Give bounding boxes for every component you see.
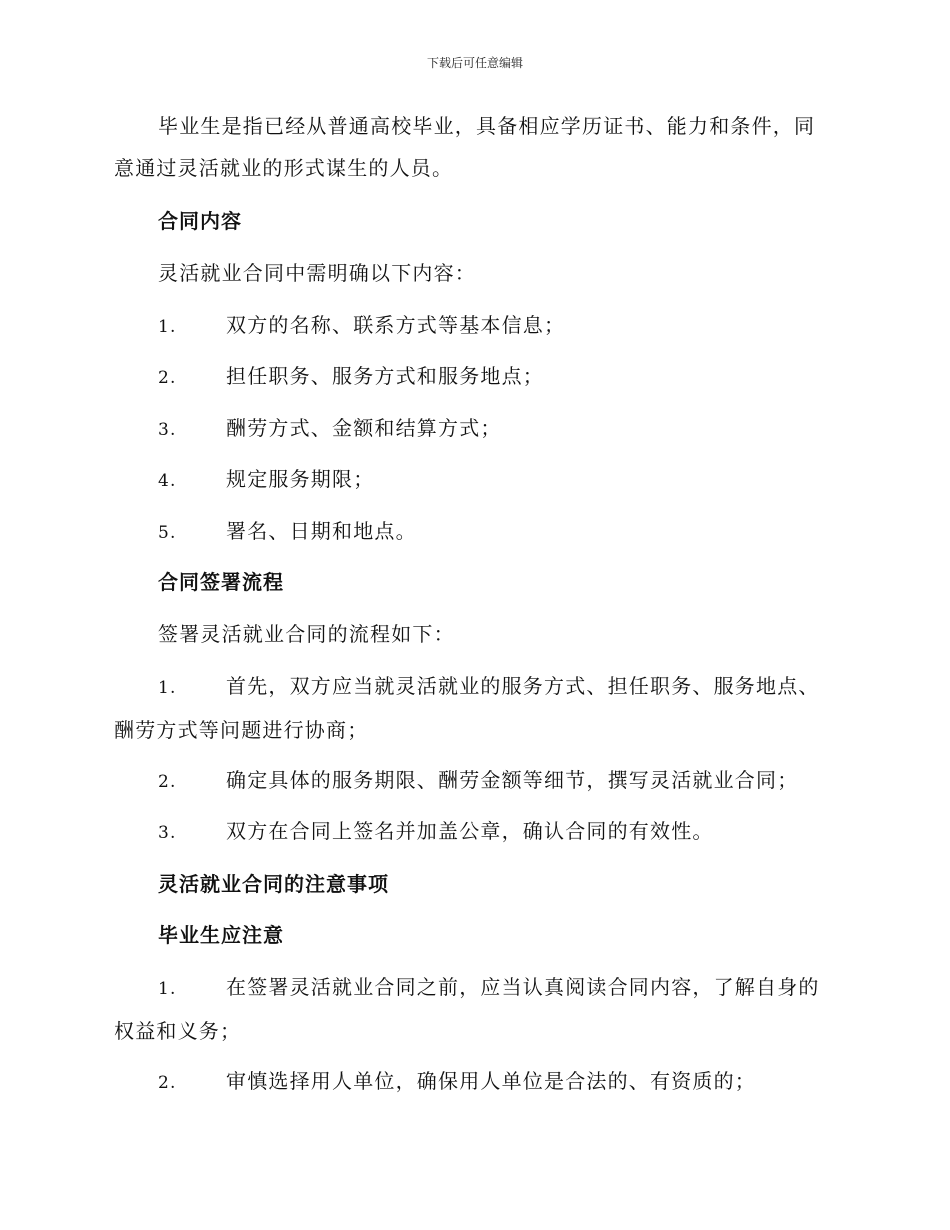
- section-title-notes: 灵活就业合同的注意事项: [158, 872, 389, 896]
- list-item: [158, 516, 417, 548]
- list-item-number: 2.: [158, 772, 177, 792]
- list-item-number: 4.: [158, 471, 177, 491]
- list-item-number: 1.: [158, 979, 177, 999]
- list-item-text: 审慎选择用人单位，确保用人单位是合法的、有资质的；: [226, 1069, 756, 1093]
- page-header: 下载后可任意编辑: [426, 56, 523, 70]
- list-item-number: 3.: [158, 823, 177, 843]
- list-item-text: 酬劳方式、金额和结算方式；: [226, 416, 502, 440]
- list-item-text: 担任职务、服务方式和服务地点；: [226, 364, 544, 388]
- list-item: [158, 464, 374, 496]
- list-item-text: 双方在合同上签名并加盖公章，确认合同的有效性。: [226, 819, 714, 843]
- list-item: [158, 1066, 756, 1098]
- section-title-contract-content: 合同内容: [158, 209, 242, 233]
- list-item-text-continued: 酬劳方式等问题进行协商；: [114, 718, 369, 742]
- list-item: [158, 361, 544, 393]
- list-item-number: 5.: [158, 523, 177, 543]
- list-item-text: 规定服务期限；: [226, 467, 375, 491]
- list-item: [114, 966, 834, 1052]
- list-item-text: 双方的名称、联系方式等基本信息；: [226, 313, 566, 337]
- list-item-text: 署名、日期和地点。: [226, 519, 417, 543]
- list-item-text: 确定具体的服务期限、酬劳金额等细节，撰写灵活就业合同；: [226, 768, 799, 792]
- list-item-number: 2.: [158, 368, 177, 388]
- list-item: [158, 310, 565, 342]
- list-item: [158, 413, 502, 445]
- list-item: [158, 765, 798, 797]
- list-item-number: 1.: [158, 678, 177, 698]
- list-item-number: 1.: [158, 317, 177, 337]
- list-item-text: 在签署灵活就业合同之前，应当认真阅读合同内容，了解自身的: [226, 975, 820, 999]
- list-item-text-continued: 权益和义务；: [114, 1019, 242, 1043]
- signing-process-lead: 签署灵活就业合同的流程如下：: [158, 622, 455, 646]
- list-item-number: 3.: [158, 420, 177, 440]
- intro-line-2: 意通过灵活就业的形式谋生的人员。: [114, 156, 454, 180]
- list-item: [158, 816, 714, 848]
- contract-content-lead: 灵活就业合同中需明确以下内容：: [158, 261, 476, 285]
- section-subtitle-graduate-notes: 毕业生应注意: [158, 923, 284, 947]
- list-item-number: 2.: [158, 1073, 177, 1093]
- section-title-signing-process: 合同签署流程: [158, 570, 284, 594]
- intro-line-1: 毕业生是指已经从普通高校毕业，具备相应学历证书、能力和条件，同: [158, 114, 816, 138]
- list-item: [114, 665, 834, 751]
- list-item-text: 首先，双方应当就灵活就业的服务方式、担任职务、服务地点、: [226, 674, 820, 698]
- intro-paragraph: [114, 105, 834, 189]
